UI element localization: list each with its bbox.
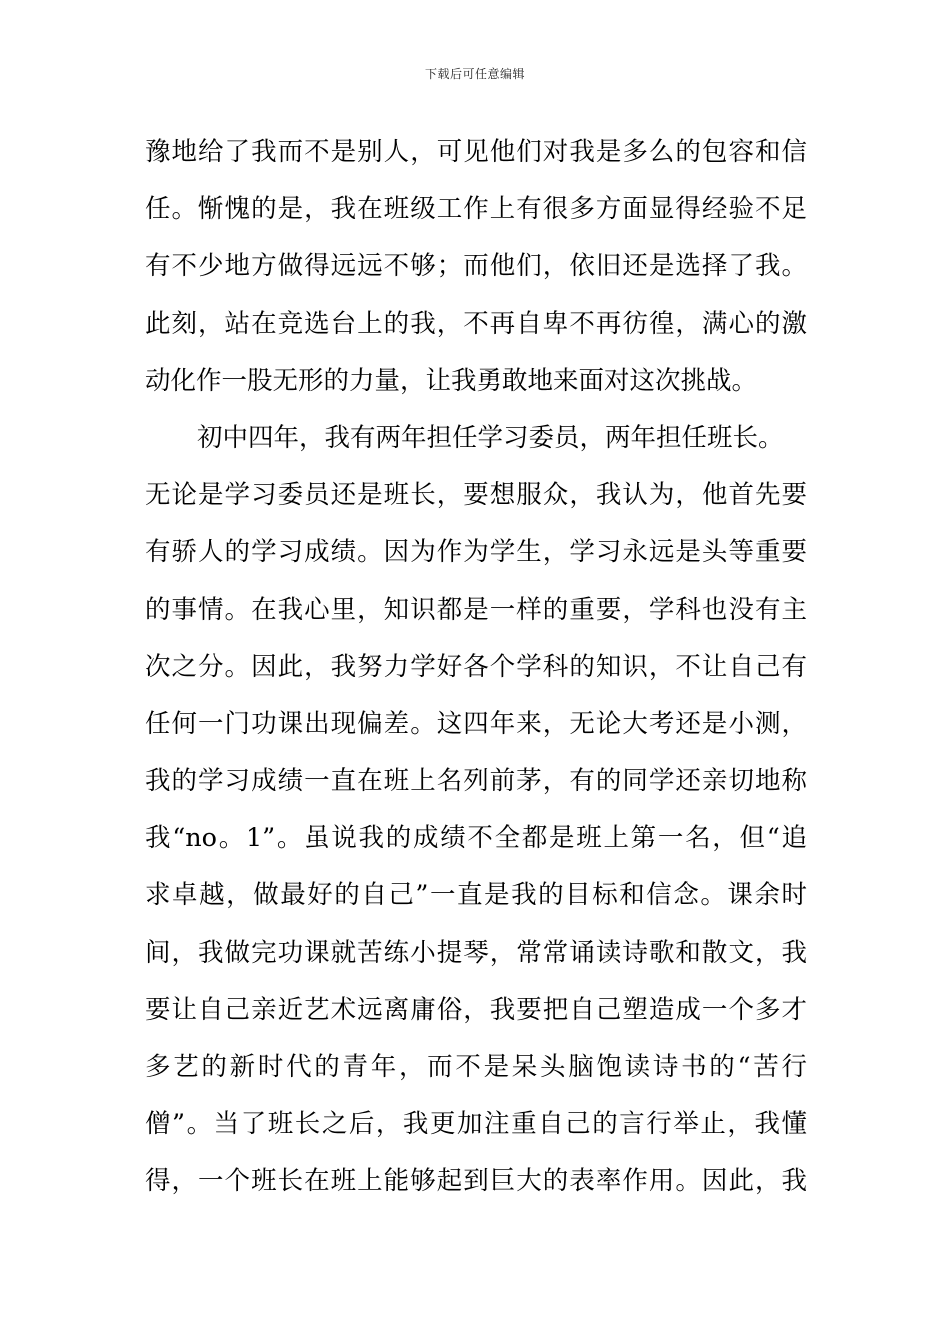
text-line: 得，一个班长在班上能够起到巨大的表率作用。因此，我 [145, 1166, 807, 1197]
text-line: 间，我做完功课就苦练小提琴，常常诵读诗歌和散文，我 [145, 937, 807, 968]
text-line: 的事情。在我心里，知识都是一样的重要，学科也没有主 [145, 594, 807, 625]
paragraph [145, 410, 807, 1211]
document-body [145, 124, 807, 1211]
paragraph [145, 124, 807, 410]
text-line: 任何一门功课出现偏差。这四年来，无论大考还是小测， [145, 708, 807, 739]
text-line: 豫地给了我而不是别人，可见他们对我是多么的包容和信 [145, 137, 807, 167]
text-line: 有骄人的学习成绩。因为作为学生，学习永远是头等重要 [145, 537, 807, 568]
text-line: 此刻，站在竞选台上的我，不再自卑不再彷徨，满心的激 [145, 308, 807, 339]
text-line: 次之分。因此，我努力学好各个学科的知识，不让自己有 [145, 651, 807, 682]
text-line: 初中四年，我有两年担任学习委员，两年担任班长。 [197, 422, 784, 453]
text-line: 要让自己亲近艺术远离庸俗，我要把自己塑造成一个多才 [145, 994, 807, 1025]
text-line: 求卓越，做最好的自己”一直是我的目标和信念。课余时 [145, 880, 807, 911]
text-line: 有不少地方做得远远不够；而他们，依旧还是选择了我。 [145, 251, 807, 282]
page-header: 下载后可任意编辑 [424, 67, 525, 81]
text-line: 我“no。1”。虽说我的成绩不全都是班上第一名，但“追 [145, 823, 807, 854]
text-line: 我的学习成绩一直在班上名列前茅，有的同学还亲切地称 [145, 766, 807, 797]
text-line: 任。惭愧的是，我在班级工作上有很多方面显得经验不足 [145, 194, 807, 225]
text-line: 动化作一股无形的力量，让我勇敢地来面对这次挑战。 [145, 365, 758, 396]
text-line: 多艺的新时代的青年，而不是呆头脑饱读诗书的“苦行 [145, 1052, 807, 1082]
text-line: 无论是学习委员还是班长，要想服众，我认为，他首先要 [145, 480, 807, 511]
text-line: 僧”。当了班长之后，我更加注重自己的言行举止，我懂 [145, 1109, 807, 1140]
